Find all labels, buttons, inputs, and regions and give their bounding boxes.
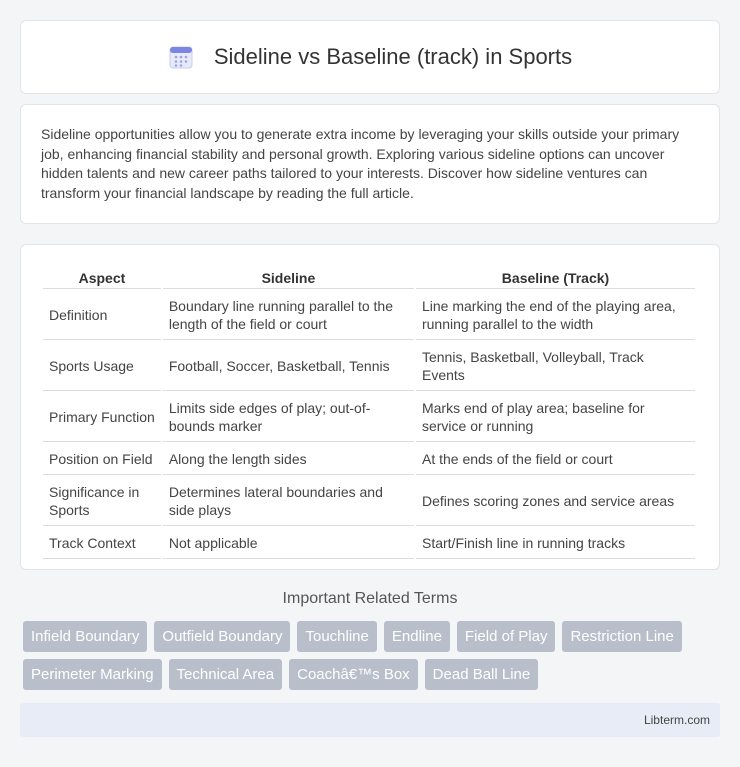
related-terms-list — [23, 621, 723, 690]
related-term-tag[interactable]: Infield Boundary — [23, 621, 147, 652]
table-cell: Sports Usage — [43, 342, 161, 391]
table-cell: Start/Finish line in running tracks — [416, 528, 695, 559]
column-header: Baseline (Track) — [416, 267, 695, 289]
related-terms-title: Important Related Terms — [282, 590, 458, 607]
footer — [20, 703, 720, 737]
table-header-row — [43, 267, 695, 289]
table-cell: Primary Function — [43, 393, 161, 442]
table-cell: Marks end of play area; baseline for service or running — [416, 393, 695, 442]
table-cell: Along the length sides — [163, 444, 414, 475]
column-header: Sideline — [163, 267, 414, 289]
table-row — [43, 477, 695, 526]
table-cell: Determines lateral boundaries and side plays — [163, 477, 414, 526]
calendar-icon — [168, 44, 194, 70]
table-cell: Boundary line running parallel to the length of the field or court — [163, 291, 414, 340]
related-term-tag[interactable]: Touchline — [297, 621, 376, 652]
table-cell: Tennis, Basketball, Volleyball, Track Events — [416, 342, 695, 391]
related-term-tag[interactable]: Coachâ€™s Box — [289, 659, 418, 690]
table-cell: Defines scoring zones and service areas — [416, 477, 695, 526]
footer-link[interactable]: Libterm.com — [643, 713, 710, 727]
comparison-card — [20, 244, 720, 570]
table-cell: Track Context — [43, 528, 161, 559]
table-cell: Limits side edges of play; out-of-bounds marker — [163, 393, 414, 442]
column-header: Aspect — [43, 267, 161, 289]
table-row — [43, 444, 695, 475]
table-cell: Definition — [43, 291, 161, 340]
related-term-tag[interactable]: Outfield Boundary — [154, 621, 290, 652]
table-cell: Football, Soccer, Basketball, Tennis — [163, 342, 414, 391]
table-cell: Line marking the end of the playing area, running parallel to the width — [416, 291, 695, 340]
table-row — [43, 393, 695, 442]
related-term-tag[interactable]: Dead Ball Line — [425, 659, 539, 690]
table-row — [43, 528, 695, 559]
table-cell: Significance in Sports — [43, 477, 161, 526]
table-row — [43, 291, 695, 340]
header-card — [20, 20, 720, 94]
related-term-tag[interactable]: Endline — [384, 621, 450, 652]
related-term-tag[interactable]: Restriction Line — [562, 621, 681, 652]
related-term-tag[interactable]: Field of Play — [457, 621, 556, 652]
table-cell: Position on Field — [43, 444, 161, 475]
related-term-tag[interactable]: Technical Area — [169, 659, 283, 690]
table-row — [43, 342, 695, 391]
intro-card — [20, 104, 720, 224]
table-cell: Not applicable — [163, 528, 414, 559]
table-cell: At the ends of the field or court — [416, 444, 695, 475]
intro-text: Sideline opportunities allow you to generate extra income by leveraging your skills outside your primary job, enhancing financial stability and personal growth. Exploring various sideline options can uncover hidden talents and new career paths tailored to your interests. Discover how sideline ventures can transform your financial landscape by reading the full article. — [41, 126, 680, 201]
comparison-table — [41, 265, 697, 561]
page-title: Sideline vs Baseline (track) in Sports — [213, 44, 573, 69]
related-term-tag[interactable]: Perimeter Marking — [23, 659, 162, 690]
